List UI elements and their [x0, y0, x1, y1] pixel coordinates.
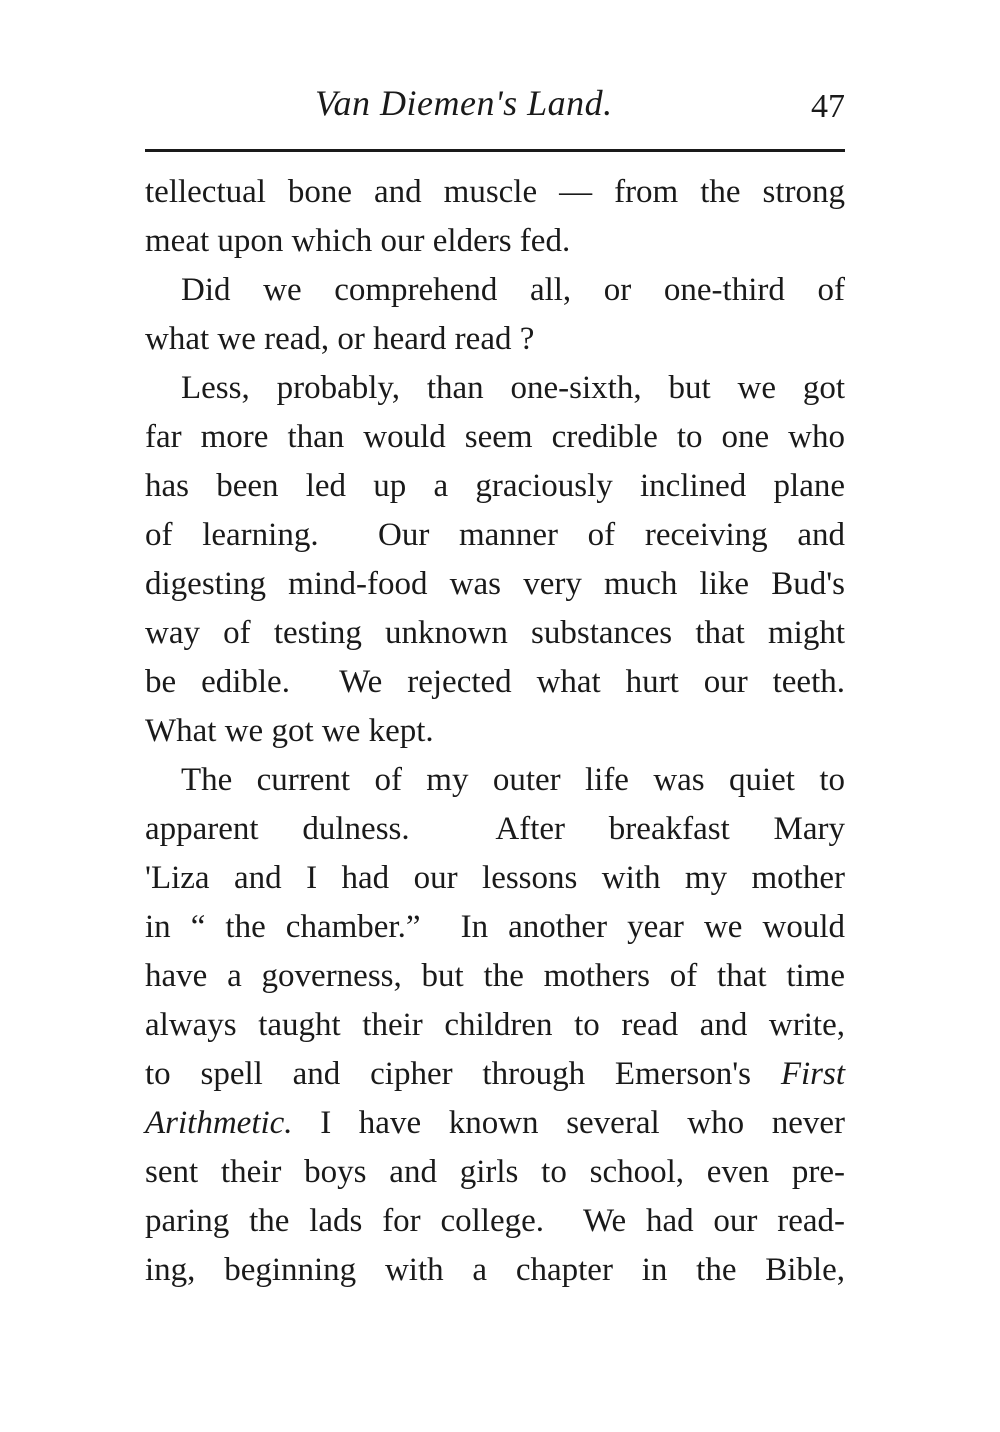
line-text: 'Liza and I had our lessons with my mother [145, 860, 845, 896]
header-rule [145, 149, 845, 152]
text-line [145, 707, 845, 756]
line-text: paring the lads for college. We had our read- [145, 1203, 845, 1239]
text-line [145, 1148, 845, 1197]
line-text: to spell and cipher through Emerson's [145, 1056, 781, 1092]
text-line [145, 315, 845, 364]
running-head [145, 82, 845, 132]
line-text: has been led up a graciously inclined plane [145, 468, 845, 504]
text-line [145, 266, 845, 315]
text-line [145, 364, 845, 413]
text-line [145, 658, 845, 707]
line-text: of learning. Our manner of receiving and [145, 517, 845, 553]
line-text: The current of my outer life was quiet to [181, 762, 845, 798]
page-number: 47 [811, 88, 845, 125]
text-line [145, 560, 845, 609]
line-text: Less, probably, than one-sixth, but we got [181, 370, 845, 406]
text-line [145, 1099, 845, 1148]
line-text: apparent dulness. After breakfast Mary [145, 811, 845, 847]
line-text: ing, beginning with a chapter in the Bible, [145, 1252, 845, 1288]
text-line [145, 413, 845, 462]
text-line [145, 854, 845, 903]
line-text: in “ the chamber.” In another year we would [145, 909, 845, 945]
body-text [145, 168, 845, 1295]
line-text: far more than would seem credible to one who [145, 419, 845, 455]
text-line [145, 1197, 845, 1246]
line-text: What we got we kept. [145, 713, 434, 749]
text-line [145, 1246, 845, 1295]
text-line [145, 511, 845, 560]
text-line [145, 168, 845, 217]
line-text: be edible. We rejected what hurt our teeth. [145, 664, 845, 700]
italic-text: Arithmetic. [145, 1105, 293, 1141]
line-text: always taught their children to read and write, [145, 1007, 845, 1043]
line-text: tellectual bone and muscle — from the strong [145, 174, 845, 210]
line-text: I have known several who never [292, 1105, 845, 1141]
line-text: meat upon which our elders fed. [145, 223, 571, 259]
italic-text: First [780, 1056, 845, 1092]
text-line [145, 609, 845, 658]
text-line [145, 903, 845, 952]
text-line [145, 217, 845, 266]
running-title: Van Diemen's Land. [315, 83, 613, 123]
line-text: Did we comprehend all, or one-third of [181, 272, 845, 308]
text-line [145, 756, 845, 805]
text-line [145, 952, 845, 1001]
text-line [145, 1001, 845, 1050]
text-line [145, 805, 845, 854]
text-line [145, 1050, 845, 1099]
line-text: digesting mind-food was very much like Bud's [145, 566, 845, 602]
line-text: way of testing unknown substances that might [145, 615, 845, 651]
line-text: have a governess, but the mothers of that time [145, 958, 845, 994]
line-text: what we read, or heard read ? [145, 321, 535, 357]
text-line [145, 462, 845, 511]
line-text: sent their boys and girls to school, even pre- [145, 1154, 845, 1190]
